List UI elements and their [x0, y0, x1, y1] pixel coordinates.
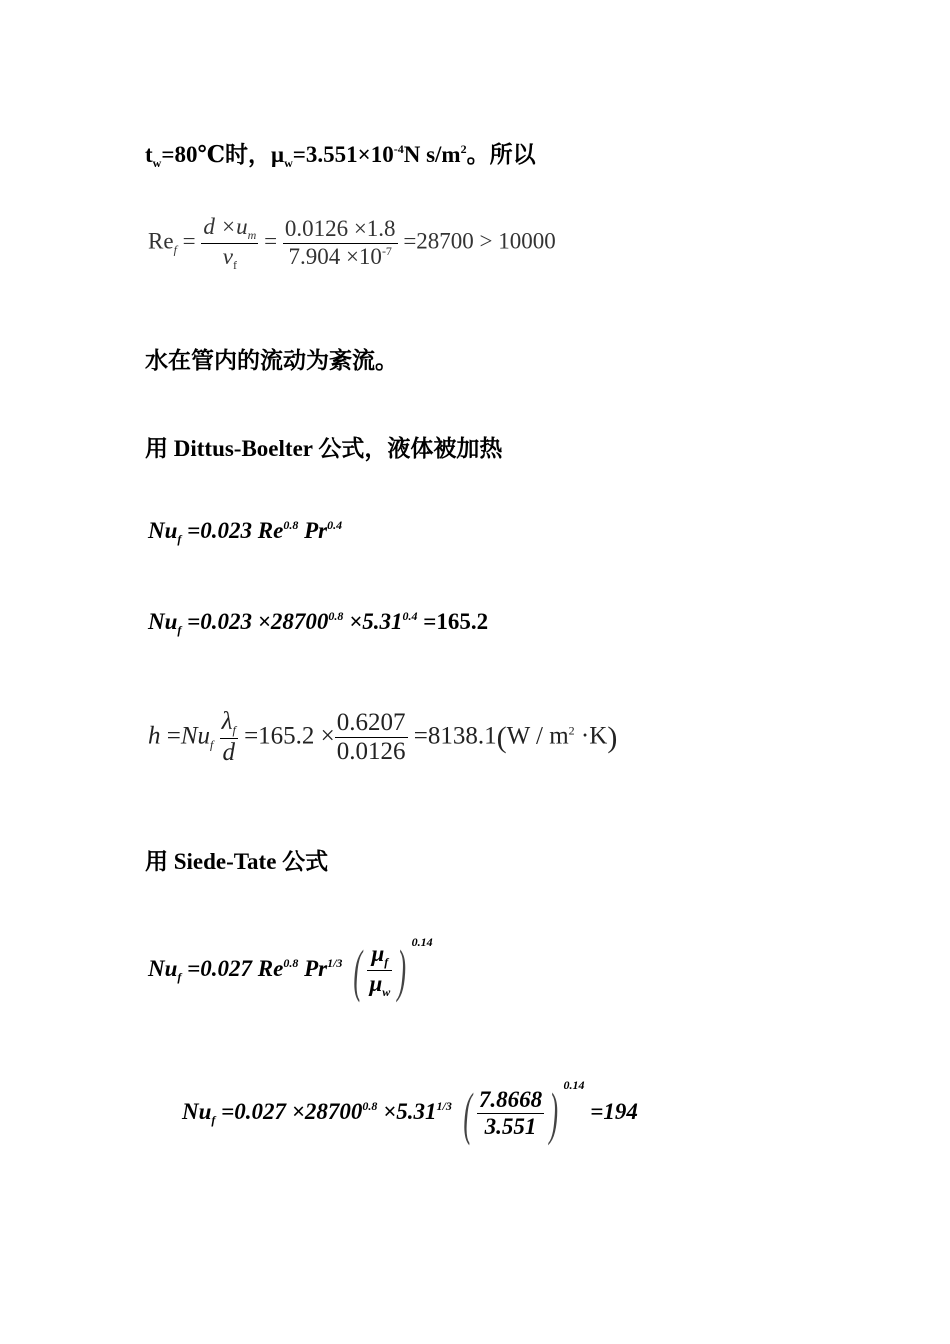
viscosity-ratio: $\frac{\mu_f}{\mu_w}$ — [369, 941, 391, 1000]
nusselt-formula: $Nu_f =0.023$ $Re^{0.8}$ $Pr^{0.4}$ — [148, 518, 343, 546]
dittus-boelter-heading: 用 Dittus-Boelter 公式，液体被加热 — [145, 436, 503, 461]
velocity-fraction: $\frac{d \times u_m}{v_f}$ — [203, 214, 257, 272]
heat-transfer-coefficient-equation: $h =Nu_f$ $\frac{\lambda_f}{d}$ =165.2 × $\frac{0.6207}{0.0126}$ $=8138.1(W / m^2 \cdot K)$ — [148, 708, 618, 766]
value-fraction: $\frac{0.0126 \times 1.8}{7.904 \times 10^{-7}}$ — [284, 216, 396, 269]
reynolds-equation: $Re_f$ = $\frac{d \times u_m}{v_f}$ = $\frac{0.0126 \times 1.8}{7.904 \times 10^{-7}}$ =28700 > 10000 — [148, 214, 556, 272]
tw-mu-line: $t_w=80℃$时，$\mu_w=3.551\times 10^{-4}N$ $s/m^2$。所以 — [145, 142, 536, 170]
conductivity-fraction: $\frac{0.6207}{0.0126}$ — [336, 708, 406, 766]
nusselt-calculation: $Nu_f =0.023 \times 28700^{0.8} \times 5.31^{0.4} =165.2$ — [148, 609, 489, 637]
siede-tate-formula: $Nu_f =0.027$ $Re^{0.8}$ $Pr^{1/3}$ ( $\frac{\mu_f}{\mu_w}$ ) $^{0.14}$ — [148, 935, 433, 1004]
lambda-fraction: $\frac{\lambda_f}{d}$ — [221, 708, 236, 766]
siede-tate-heading: 用 Siede-Tate 公式 — [145, 849, 329, 874]
siede-tate-calculation: $Nu_f =0.027 \times 28700^{0.8} \times 5.31^{1/3}$ ( $\frac{7.8668}{3.551}$ ) $^{0.14}$ =194 — [182, 1078, 638, 1147]
turbulent-flow-text: 水在管内的流动为紊流。 — [145, 348, 398, 373]
viscosity-value-ratio: $\frac{7.8668}{3.551}$ — [478, 1086, 543, 1140]
